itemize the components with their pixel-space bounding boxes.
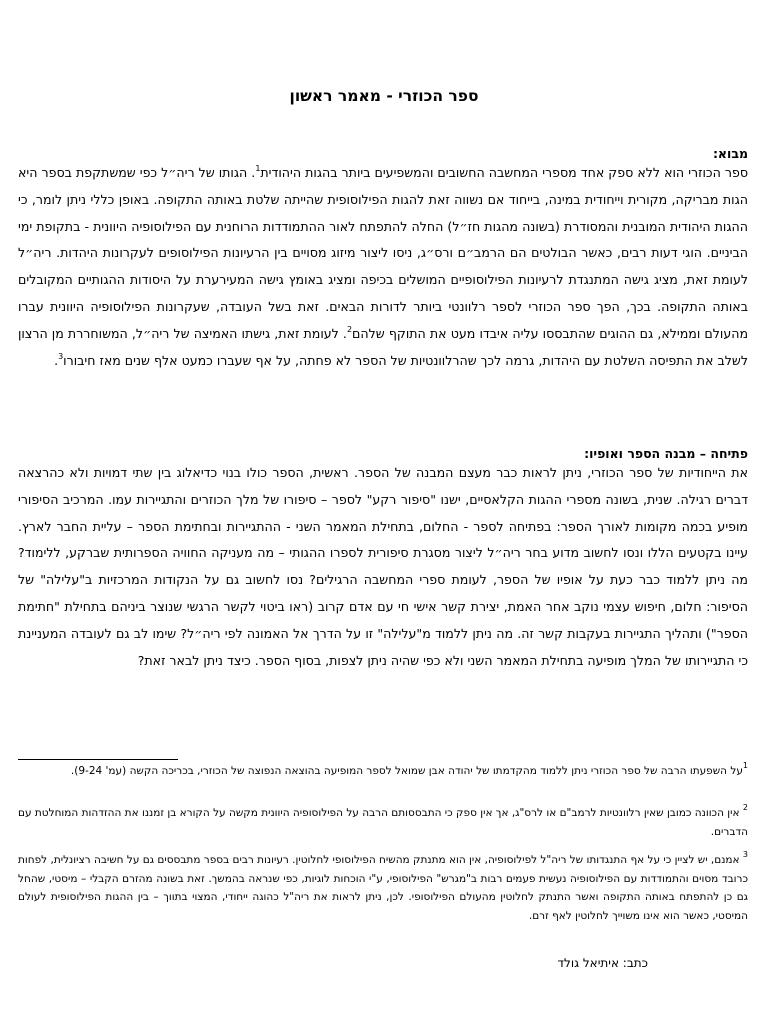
footnote-text-2: אין הכוונה כמובן שאין רלוונטיות לרמב"ם או לרס"ג, אך אין ספק כי התבססותם הרבה על הפילוסופיה היוונית מקשה על הקורא בן זמננו את ההזדהות המוחלטת עם הדברים.	[18, 807, 748, 838]
footnote-2	[18, 804, 748, 841]
intro-paragraph	[18, 160, 748, 374]
footnote-separator	[18, 759, 178, 760]
footnote-ref-3[interactable]: 3	[58, 351, 64, 361]
opening-heading: פתיחה – מבנה הספר ואופיו:	[584, 446, 748, 461]
footnote-ref-1[interactable]: 1	[255, 164, 261, 173]
footnote-ref-2[interactable]: 2	[346, 324, 353, 334]
footnote-1	[18, 762, 748, 781]
footnote-3	[18, 851, 748, 925]
intro-text-part-4: .	[54, 352, 59, 368]
author-credit: כתב: איתיאל גולד	[557, 956, 648, 970]
intro-heading: מבוא:	[712, 146, 748, 161]
footnote-number-2: 2	[742, 803, 748, 812]
intro-text-part-1: ספר הכוזרי הוא ללא ספק אחד מספרי המחשבה החשובים והמשפיעים ביותר בהגות היהודית	[260, 165, 748, 180]
page-title: ספר הכוזרי - מאמר ראשון	[289, 87, 479, 105]
footnote-text-1: על השפעתו הרבה של ספר הכוזרי ניתן ללמוד מהקדמתו של יהודה אבן שמואל לספר המופיעה בהוצאה הנפוצה של הכוזרי, בכריכה הקשה (עמ' 9-24).	[70, 765, 743, 777]
opening-text: את הייחודיות של ספר הכוזרי, ניתן לראות כבר מעצם המבנה של הספר. ראשית, הספר כולו בנוי כדיאלוג בין שתי דמויות ולא כהרצאה דברים רגילה. שנית, בשונה מספרי ההגות הקלאסיים, ישנו "סיפור רקע" לספר – סיפורו של מלך הכוזרים והתגיירות עמו. המרכיב הסיפורי מופיע בכמה מקומות לאורך הספר: בפתיחה לספר - החלום, בתחילת המאמר השני - ההתגיירות ובחתימת הספר – עליית החבר לארץ. עיינו בקטעים הללו ונסו לחשוב מדוע בחר ריה״ל ליצור מסגרת סיפורית לספרו ההגותי – מה מעניקה החוויה הספרותית שברקע, ללימוד? מה ניתן ללמוד כבר כעת על אופיו של הספר, לעומת ספרי המחשבה הרגילים? נסו לחשוב גם על הנקודות המרכזיות ב"עלילה" של הסיפור: חלום, חיפוש עצמי נוקב אחר האמת, יצירת קשר אישי חי עם אדם קרוב (ראו ביטוי לקשר הרגשי שנוצר ביניהם בתחילת "חתימת הספר") ותהליך התגיירות בעקבות קשר זה. מה ניתן ללמוד מ"עלילה" זו על הדרך אל האמונה לפי ריה״ל? שימו לב גם לעובדה המעניינת כי התגיירותו של המלך מופיעה בתחילת המאמר השני ולא כפי שהיה ניתן לצפות, בסוף הספר. כיצד ניתן לבאר זאת?	[18, 465, 748, 668]
footnote-number-3: 3	[742, 850, 748, 859]
intro-text-part-3: . לעומת זאת, גישתו האמיצה של ריה״ל, המשוחררת מן הרצון לשלב את התפיסה השלטת עם היהדות, גרמה לכך שהרלוונטיות של הספר לא פחתה, על אף שעברו כמעט אלף שנים מאז חיבורו	[18, 325, 748, 368]
footnote-text-3: אמנם, יש לציין כי על אף התנגדותו של ריה"ל לפילוסופיה, אין הוא מתנתק מהשיח הפילוסופי לחלוטין. רעיונות רבים בספר מתבססים גם על חשיבה רציונלית, לפחות כרובד מסוים והתמודדות עם הפילוסופיה נעשית פעמים רבות ב"מגרש" הפילוסופי, ע"י הוכחות לוגיות, כפי שנראה בהמשך. זאת בשונה מהזרם הקבלי – מיסטי, שהחל גם כן להתפתח באותה התקופה ואשר התנתק לחלוטין מהעולם הפילוסופי. לכן, ניתן לראות את ריה"ל כהוגה ייחודי, המצוי בתווך – בין ההגות הפילוסופית לעולם המיסטי, כאשר הוא אינו משוייך לחלוטין לאף זרם.	[18, 854, 748, 922]
footnote-number-1: 1	[742, 761, 748, 770]
opening-paragraph	[18, 460, 748, 674]
intro-text-part-2: . הגותו של ריה״ל כפי שמשתקפת בספר היא הגות מבריקה, מקורית וייחודית במינה, בייחוד אם נשווה זאת להגות הפילוסופית שהייתה שלטת באותה התקופה. באופן כללי ניתן לומר, כי ההגות היהודית המובנית והמסודרת (בשונה מהגות חז״ל) החלה להתפתח לאור ההתמודדות הרוחנית עם הפילוסופיה היוונית - בתקופת ימי הביניים. הוגי דעות רבים, כאשר הבולטים הם הרמב״ם ורס״ג, ניסו ליצור מיזוג מסויים בין הרעיונות הפילוסופים לעקרונות היהדות. ריה״ל לעומת זאת, מציג גישה המתנגדת לרעיונות הפילוסופיים המושלים בכיפה ומציג באומץ גישה המעירערת על היסודות ההגותיים המקובלים באותה התקופה. בכך, הפך ספר הכוזרי לספר רלוונטי ביותר לדורות הבאים. זאת בשל העובדה, שעקרונות הפילוסופיה היוונית עברו מהעולם וממילא, גם ההוגים שהתבססו עליה איבדו מעט את התוקף שלהם	[18, 165, 749, 341]
